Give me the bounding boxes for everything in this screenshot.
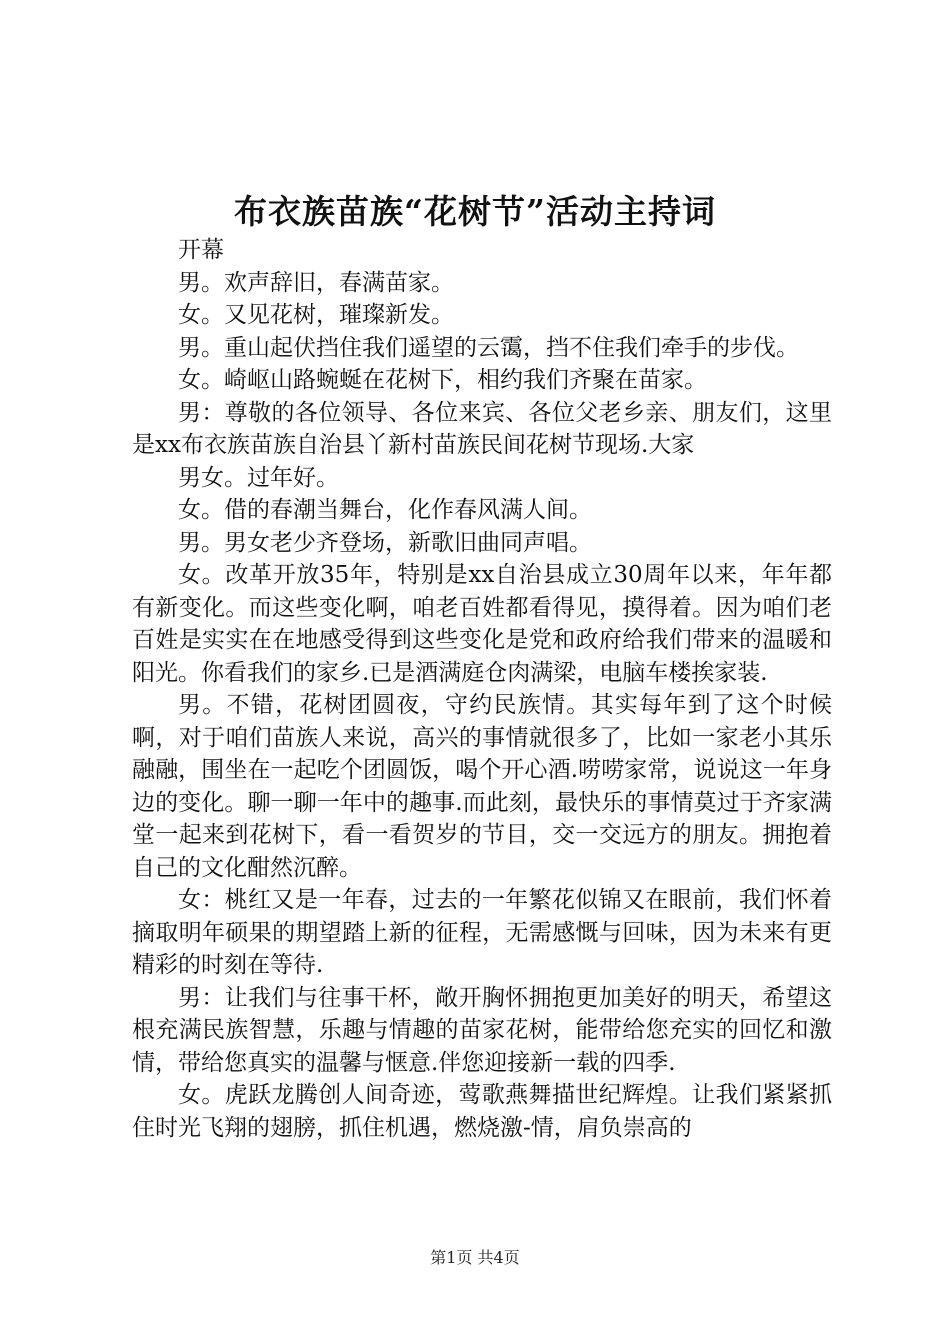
paragraph: 男。不错，花树团圆夜，守约民族情。其实每年到了这个时候啊，对于咱们苗族人来说，高兴的事情就很多了，比如一家老小其乐融融，围坐在一起吃个团圆饭，喝个开心酒.唠唠家常，说说这一年身边的变化。聊一聊一年中的趣事.而此刻，最快乐的事情莫过于齐家满堂一起来到花树下，看一看贺岁的节目，交一交远方的朋友。拥抱着自己的文化酣然沉醉。 (132, 692, 832, 881)
paragraph: 男：让我们与往事干杯，敞开胸怀拥抱更加美好的明天，希望这根充满民族智慧，乐趣与情趣的苗家花树，能带给您充实的回忆和激情，带给您真实的温馨与惬意.伴您迎接新一载的四季. (132, 984, 832, 1076)
paragraph: 女。虎跃龙腾创人间奇迹，莺歌燕舞描世纪辉煌。让我们紧紧抓住时光飞翔的翅膀，抓住机遇，燃烧激-情，肩负崇高的 (132, 1082, 832, 1141)
paragraph: 女。又见花树，璀璨新发。 (178, 302, 454, 328)
paragraph: 男。重山起伏挡住我们遥望的云霭，挡不住我们牵手的步伐。 (178, 334, 799, 361)
paragraph: 女。崎岖山路蜿蜒在花树下，相约我们齐聚在苗家。 (178, 367, 707, 393)
document-title: 布衣族苗族“花树节”活动主持词 (234, 192, 716, 231)
paragraph: 男：尊敬的各位领导、各位来宾、各位父老乡亲、朋友们，这里是xx布衣族苗族自治县丫新村苗族民间花树节现场.大家 (132, 399, 832, 458)
paragraph: 女。借的春潮当舞台，化作春风满人间。 (178, 497, 592, 523)
page-footer: 第1页 共4页 (430, 1248, 520, 1267)
paragraph: 开幕 (178, 237, 224, 263)
paragraph: 女。改革开放35年，特别是xx自治县成立30周年以来，年年都有新变化。而这些变化啊，咱老百姓都看得见，摸得着。因为咱们老百姓是实实在在地感受得到这些变化是党和政府给我们带来的温暖和阳光。你看我们的家乡.已是酒满庭仓肉满梁，电脑车楼挨家装. (132, 562, 832, 686)
paragraph: 男。男女老少齐登场，新歌旧曲同声唱。 (178, 529, 592, 556)
paragraph: 女：桃红又是一年春，过去的一年繁花似锦又在眼前，我们怀着摘取明年硕果的期望踏上新的征程，无需感慨与回味，因为未来有更精彩的时刻在等待. (132, 887, 832, 978)
paragraph: 男。欢声辞旧，春满苗家。 (178, 269, 454, 296)
document-body (132, 234, 832, 1144)
paragraph: 男女。过年好。 (178, 464, 339, 491)
